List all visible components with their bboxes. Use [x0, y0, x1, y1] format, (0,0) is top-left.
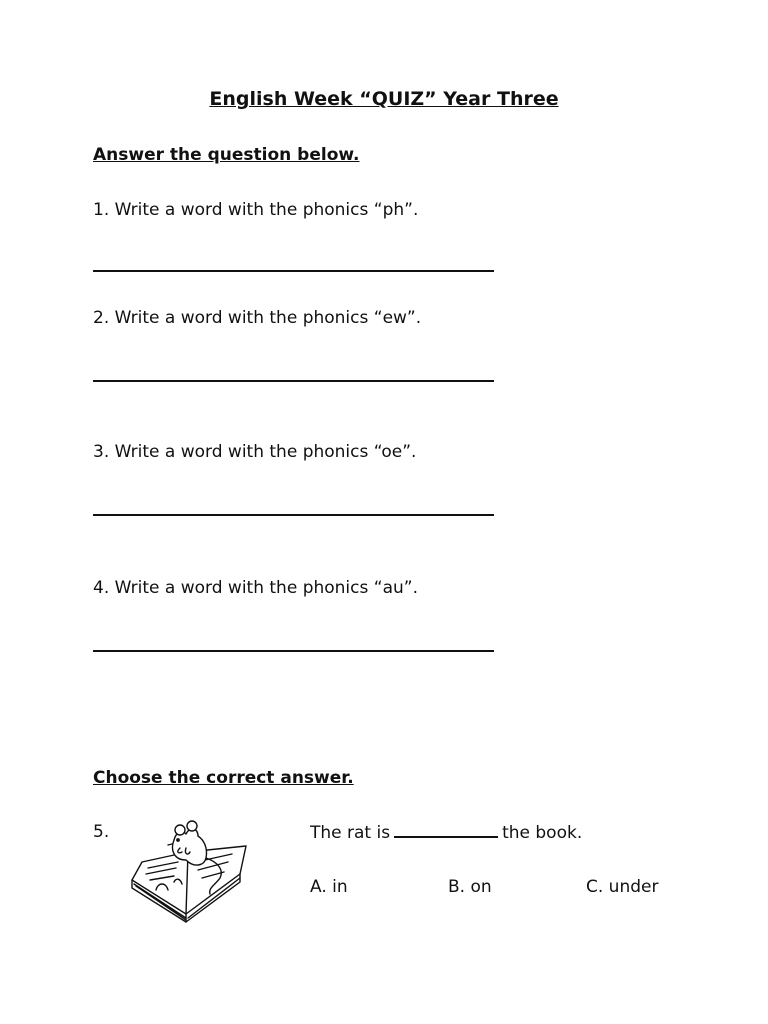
sentence-start: The rat is — [310, 823, 391, 843]
section-heading-choose: Choose the correct answer. — [93, 768, 354, 788]
question-3: 3. Write a word with the phonics “oe”. — [93, 442, 417, 462]
option-a[interactable]: A. in — [310, 877, 348, 897]
answer-line-2[interactable] — [93, 380, 494, 382]
option-c[interactable]: C. under — [586, 877, 659, 897]
option-b[interactable]: B. on — [448, 877, 492, 897]
section-heading-answer: Answer the question below. — [93, 145, 360, 165]
fill-in-blank[interactable] — [394, 822, 498, 838]
question-1: 1. Write a word with the phonics “ph”. — [93, 200, 419, 220]
question-4: 4. Write a word with the phonics “au”. — [93, 578, 418, 598]
rat-on-book-icon — [128, 818, 253, 923]
answer-line-4[interactable] — [93, 650, 494, 652]
rat-on-book-image — [128, 818, 253, 923]
question-2: 2. Write a word with the phonics “ew”. — [93, 308, 422, 328]
answer-line-1[interactable] — [93, 270, 494, 272]
answer-line-3[interactable] — [93, 514, 494, 516]
page-title: English Week “QUIZ” Year Three — [209, 88, 559, 110]
sentence-end: the book. — [502, 823, 583, 843]
question-5-number: 5. — [93, 822, 110, 842]
question-5-sentence — [310, 822, 582, 843]
